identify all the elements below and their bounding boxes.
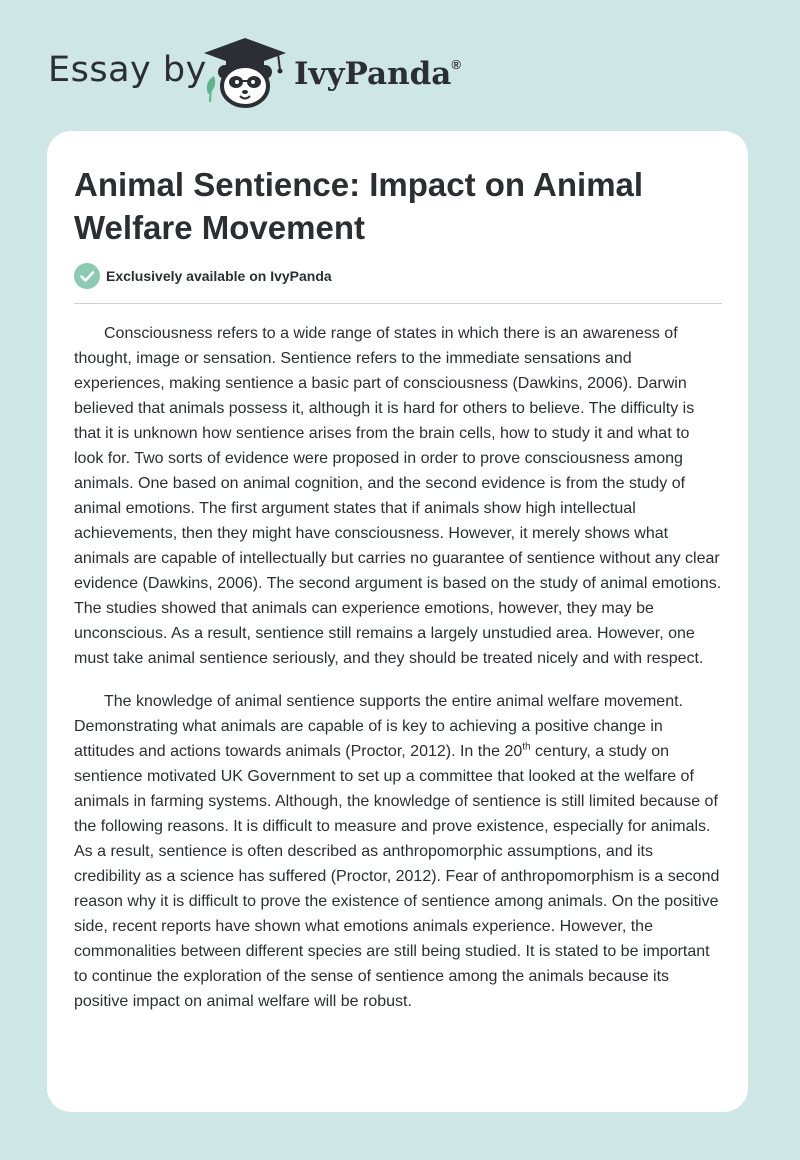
check-circle-icon <box>74 263 100 289</box>
site-header <box>0 0 800 130</box>
paragraph: Consciousness refers to a wide range of states in which there is an awareness of thought, image or sensation. Sentience refers to the immediate sensations and experiences, making sentience a basic part of consciousness (Dawkins, 2006). Darwin believed that animals possess it, although it is hard for others to believe. The difficulty is that it is unknown how sentience arises from the brain cells, how to study it and what to look for. Two sorts of evidence were proposed in order to prove consciousness among animals. One based on animal cognition, and the second evidence is from the study of animal emotions. The first argument states that if animals show high intellectual achievements, then they might have consciousness. However, it merely shows what animals are capable of intellectually but carries no guarantee of sentience without any clear evidence (Dawkins, 2006). The second argument is based on the study of animal emotions. The studies showed that animals can experience emotions, however, they may be unconscious. As a result, sentience still remains a largely unstudied area. However, one must take animal sentience seriously, and they should be treated nicely and with respect. <box>74 325 722 667</box>
superscript: th <box>522 741 531 753</box>
registered-mark: ® <box>451 56 461 72</box>
essay-by-label: Essay by <box>48 50 207 90</box>
essay-card <box>47 131 748 1112</box>
badge-text: Exclusively available on IvyPanda <box>106 268 332 284</box>
paragraph: The knowledge of animal sentience supports the entire animal welfare movement. Demonstrating what animals are capable of is key to achieving a positive change in attitudes and actions towards animals (Proctor, 2012). In the 20th century, a study on sentience motivated UK Government to set up a committee that looked at the welfare of animals in farming systems. Although, the knowledge of sentience is still limited because of the following reasons. It is difficult to measure and prove existence, especially for animals. As a result, sentience is often described as anthropomorphic assumptions, and its credibility as a science has suffered (Proctor, 2012). Fear of anthropomorphism is a second reason why it is difficult to prove the existence of sentience among animals. On the positive side, recent reports have shown what emotions animals experience. However, the commonalities between different species are still being studied. It is stated to be important to continue the exploration of the sense of sentience among the animals because its positive impact on animal welfare will be robust. <box>74 693 720 1010</box>
brand-name[interactable]: IvyPanda® <box>294 56 461 92</box>
panda-graduate-icon[interactable] <box>200 36 290 108</box>
essay-title: Animal Sentience: Impact on Animal Welfare Movement <box>74 166 644 246</box>
exclusive-badge <box>74 263 332 289</box>
divider <box>74 303 722 304</box>
essay-body <box>74 321 722 1032</box>
